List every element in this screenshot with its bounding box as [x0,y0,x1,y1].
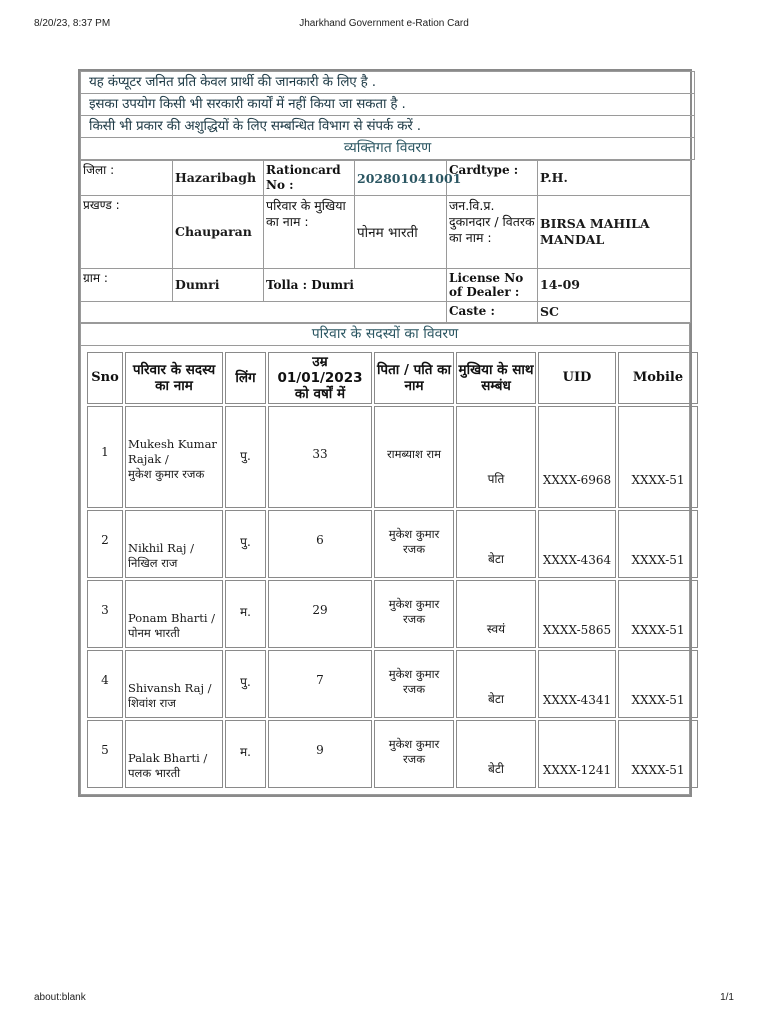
member-name [125,406,223,508]
rationcard-number: 202801041001 [355,161,447,196]
member-relation: बेटी [456,720,536,788]
col-sno: Sno [87,352,123,404]
member-mobile: XXXX-51 [618,580,698,648]
member-name-hi: निखिल राज [128,556,178,570]
member-relation: स्वयं [456,580,536,648]
personal-info-table [80,160,691,323]
member-sno: 5 [87,720,123,788]
member-name-en: Mukesh Kumar Rajak / [128,437,217,466]
family-members-table [85,350,700,790]
member-uid: XXXX-4364 [538,510,616,578]
member-uid: XXXX-6968 [538,406,616,508]
col-member-name: परिवार के सदस्य का नाम [125,352,223,404]
member-father: रामब्याश राम [374,406,454,508]
member-age: 7 [268,650,372,718]
head-name-label: परिवार के मुखिया का नाम : [264,196,355,269]
family-heading: परिवार के सदस्यों का विवरण [81,324,690,346]
member-father: मुकेश कुमार रजक [374,650,454,718]
member-name-hi: शिवांश राज [128,696,176,710]
member-age: 33 [268,406,372,508]
ration-card-table [80,71,695,160]
member-father: मुकेश कुमार रजक [374,720,454,788]
license-number: 14-09 [538,269,691,302]
notice-row [81,72,695,94]
member-gender: म. [225,580,266,648]
notice-row [81,116,695,138]
member-father: मुकेश कुमार रजक [374,510,454,578]
personal-heading: व्यक्तिगत विवरण [81,138,695,160]
cardtype-value: P.H. [538,161,691,196]
print-date: 8/20/23, 8:37 PM [34,18,111,29]
caste-label: Caste : [447,302,538,323]
member-gender: पु. [225,650,266,718]
info-row [81,302,691,323]
member-row [87,580,698,648]
col-age: उम्र 01/01/2023 को वर्षों में [268,352,372,404]
member-uid: XXXX-4341 [538,650,616,718]
member-row [87,720,698,788]
print-header [34,18,734,32]
caste-spacer [81,302,447,323]
village-value: Dumri [173,269,264,302]
member-name [125,720,223,788]
member-age: 6 [268,510,372,578]
member-row [87,510,698,578]
member-sno: 2 [87,510,123,578]
cardtype-label: Cardtype : [447,161,538,196]
member-uid: XXXX-1241 [538,720,616,788]
dealer-name: BIRSA MAHILA MANDAL [538,196,691,269]
member-sno: 1 [87,406,123,508]
member-relation: बेटा [456,650,536,718]
col-mobile: Mobile [618,352,698,404]
member-relation: पति [456,406,536,508]
member-mobile: XXXX-51 [618,510,698,578]
notice-row [81,94,695,116]
member-mobile: XXXX-51 [618,406,698,508]
dealer-label: जन.वि.प्र. दुकानदार / वितरक का नाम : [447,196,538,269]
info-row [81,269,691,302]
member-age: 29 [268,580,372,648]
notice-2: इसका उपयोग किसी भी सरकारी कार्यों में नहीं किया जा सकता है . [81,94,695,116]
member-name-en: Nikhil Raj / [128,541,195,555]
caste-value: SC [538,302,691,323]
head-name-value: पोनम भारती [355,196,447,269]
member-gender: म. [225,720,266,788]
family-members-wrapper [80,346,690,795]
member-father: मुकेश कुमार रजक [374,580,454,648]
tolla-value: Tolla : Dumri [264,269,447,302]
col-uid: UID [538,352,616,404]
village-label: ग्राम : [81,269,173,302]
page-number: 1/1 [720,992,734,1003]
member-name [125,510,223,578]
member-row [87,406,698,508]
block-label: प्रखण्ड : [81,196,173,269]
member-sno: 4 [87,650,123,718]
member-name-en: Ponam Bharti / [128,611,216,625]
member-gender: पु. [225,510,266,578]
member-mobile: XXXX-51 [618,650,698,718]
notice-1: यह कंप्यूटर जनित प्रति केवल प्रार्थी की जानकारी के लिए है . [81,72,695,94]
info-row [81,196,691,269]
member-name-en: Palak Bharti / [128,751,208,765]
member-row [87,650,698,718]
member-name [125,650,223,718]
col-relation: मुखिया के साथ सम्बंध [456,352,536,404]
ration-card [78,69,692,797]
col-gender: लिंग [225,352,266,404]
member-age: 9 [268,720,372,788]
members-header-row [87,352,698,404]
license-label: License No of Dealer : [447,269,538,302]
member-name-hi: पलक भारती [128,766,181,780]
family-heading-row [81,324,690,346]
member-gender: पु. [225,406,266,508]
member-sno: 3 [87,580,123,648]
block-value: Chauparan [173,196,264,269]
print-title: Jharkhand Government e-Ration Card [299,18,469,29]
col-father: पिता / पति का नाम [374,352,454,404]
personal-heading-row [81,138,695,160]
print-footer [34,992,734,1006]
member-name-hi: मुकेश कुमार रजक [128,467,205,481]
info-row [81,161,691,196]
member-uid: XXXX-5865 [538,580,616,648]
member-name-hi: पोनम भारती [128,626,180,640]
member-name [125,580,223,648]
member-relation: बेटा [456,510,536,578]
district-value: Hazaribagh [173,161,264,196]
member-mobile: XXXX-51 [618,720,698,788]
member-name-en: Shivansh Raj / [128,681,212,695]
rationcard-label: Rationcard No : [264,161,355,196]
family-heading-table [80,323,690,346]
print-url: about:blank [34,992,86,1003]
notice-3: किसी भी प्रकार की अशुद्धियों के लिए सम्बन्धित विभाग से संपर्क करें . [81,116,695,138]
district-label: जिला : [81,161,173,196]
